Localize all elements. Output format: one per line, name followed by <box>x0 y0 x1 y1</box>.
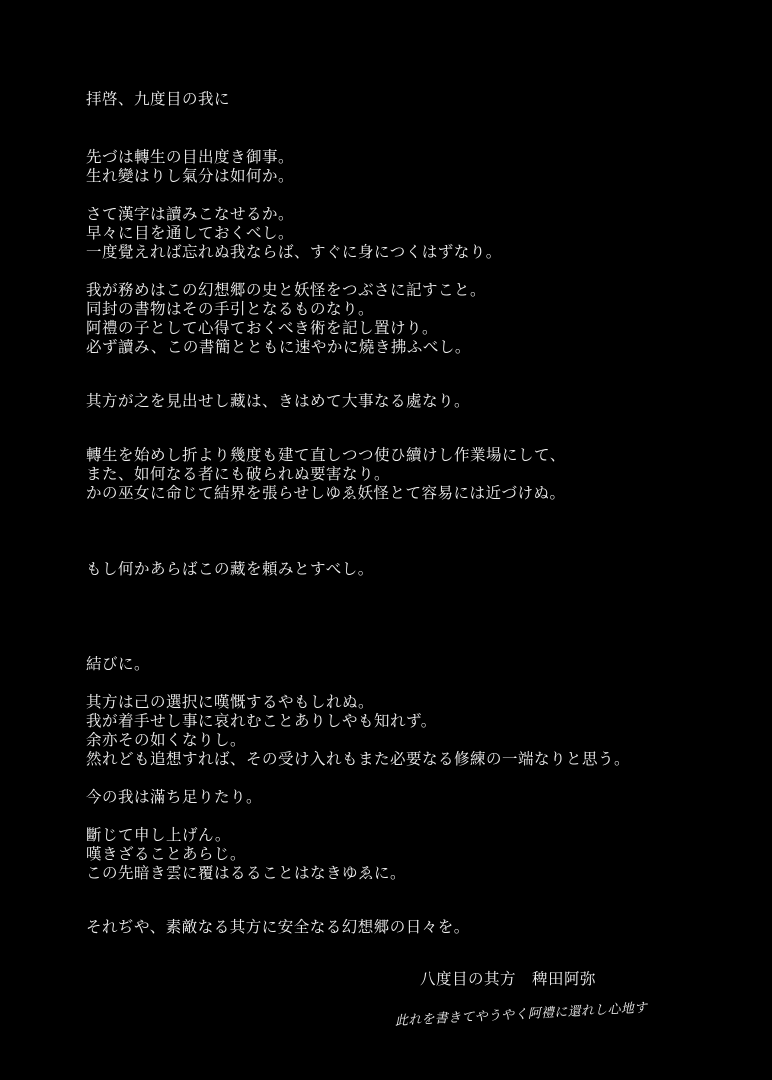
letter-line: この先暗き雲に覆はるることはなきゆゑに。 <box>86 864 407 882</box>
letter-line: 其方は己の選択に嘆慨するやもしれぬ。 <box>86 693 375 711</box>
letter-line: 必ず讀み、この書簡とともに速やかに燒き拂ふべし。 <box>86 338 471 356</box>
letter-line: 今の我は滿ち足りたり。 <box>86 788 263 806</box>
letter-line: 阿禮の子として心得ておくべき術を記し置けり。 <box>86 319 439 337</box>
letter-line: 余亦その如くなりし。 <box>86 731 247 749</box>
letter-line: 結びに。 <box>86 655 151 673</box>
letter-line: 先づは轉生の目出度き御事。 <box>86 148 295 166</box>
letter-line: 我が着手せし事に哀れむことありしやも知れず。 <box>86 712 437 730</box>
signature: 八度目の其方 稗田阿弥 <box>420 970 597 988</box>
handwritten-postscript: 此れを書きてやうやく阿禮に還れし心地す <box>394 1000 648 1029</box>
letter-line: 同封の書物はその手引となるものなり。 <box>86 300 375 318</box>
letter-line: それぢや、素敵なる其方に安全なる幻想郷の日々を。 <box>86 918 470 936</box>
letter-line: 斷じて申し上げん。 <box>86 826 231 844</box>
letter-line: 我が務めはこの幻想郷の史と妖怪をつぶさに記すこと。 <box>86 281 487 299</box>
letter-line: 然れども追想すれば、その受け入れもまた必要なる修練の一端なりと思う。 <box>86 750 631 768</box>
letter-line: 早々に目を通しておくべし。 <box>86 224 295 242</box>
letter-line: 生れ變はりし氣分は如何か。 <box>86 167 295 185</box>
letter-line: また、如何なる者にも破られぬ要害なり。 <box>86 465 391 483</box>
letter-line: もし何かあらばこの藏を頼みとすべし。 <box>86 560 374 578</box>
letter-line: 一度覺えれば忘れぬ我ならば、すぐに身につくはずなり。 <box>86 243 502 261</box>
letter-line: さて漢字は讀みこなせるか。 <box>86 205 295 223</box>
salutation: 拝啓、九度目の我に <box>86 90 231 108</box>
letter-line: かの巫女に命じて結界を張らせしゆゑ妖怪とて容易には近づけぬ。 <box>86 484 566 502</box>
letter-line: 轉生を始めし折より幾度も建て直しつつ使ひ續けし作業場にして、 <box>86 446 566 464</box>
letter-line: 嘆きざることあらじ。 <box>86 845 247 863</box>
letter-line: 其方が之を見出せし藏は、きはめて大事なる處なり。 <box>86 392 471 410</box>
